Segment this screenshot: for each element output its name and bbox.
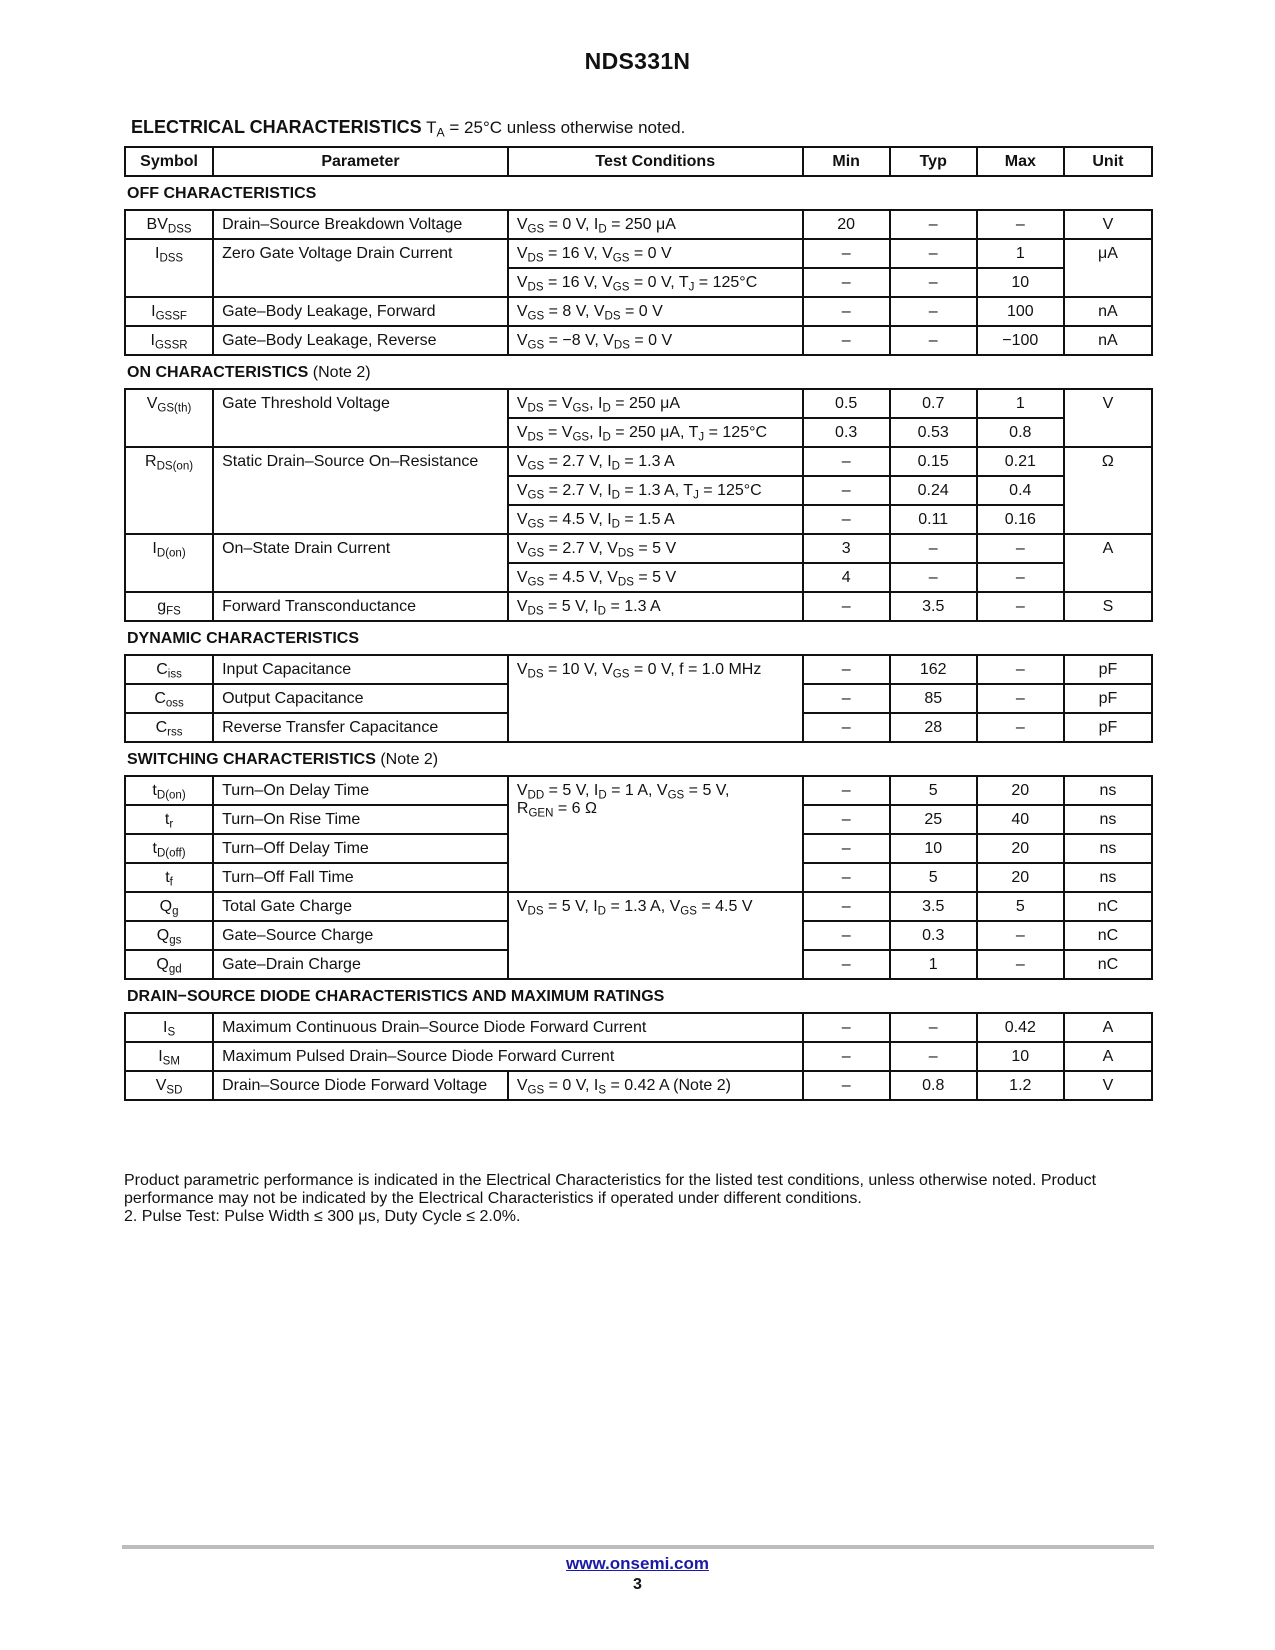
unit-cell: nC: [1064, 892, 1152, 921]
condition-cell: $V_{DS} = V_{GS}$, $I_D = 250$ μA: [508, 389, 803, 418]
max-cell: 0.4: [977, 476, 1064, 505]
col-unit: Unit: [1064, 147, 1152, 176]
symbol-cell: $C_{oss}$: [125, 684, 213, 713]
condition-cell: $V_{DS} = 10$ V, $V_{GS} = 0$ V, f = 1.0 MHz: [508, 655, 803, 742]
max-cell: 0.42: [977, 1013, 1064, 1042]
max-cell: 1: [977, 239, 1064, 268]
max-cell: 100: [977, 297, 1064, 326]
section-on: ON CHARACTERISTICS (Note 2): [127, 364, 371, 381]
unit-cell: ns: [1064, 834, 1152, 863]
col-parameter: Parameter: [213, 147, 508, 176]
col-max: Max: [977, 147, 1064, 176]
max-cell: –: [977, 713, 1064, 742]
min-cell: –: [803, 476, 890, 505]
electrical-characteristics-heading: ELECTRICAL CHARACTERISTICS $T_A = 25^\circ C$ unless otherwise noted.: [131, 117, 686, 140]
unit-cell: ns: [1064, 776, 1152, 805]
min-cell: –: [803, 592, 890, 621]
min-cell: –: [803, 950, 890, 979]
max-cell: 0.16: [977, 505, 1064, 534]
typ-cell: –: [890, 268, 977, 297]
condition-cell: $V_{GS} = 4.5$ V, $V_{DS} = 5$ V: [508, 563, 803, 592]
symbol-cell: $Q_{gd}$: [125, 950, 213, 979]
min-cell: 0.3: [803, 418, 890, 447]
parameter-cell: Maximum Continuous Drain–Source Diode Forward Current: [213, 1013, 803, 1042]
typ-cell: 10: [890, 834, 977, 863]
min-cell: –: [803, 268, 890, 297]
page-number: 3: [633, 1576, 642, 1593]
table-row: [125, 776, 1152, 805]
typ-cell: 0.24: [890, 476, 977, 505]
table-row: [125, 592, 1152, 621]
parameter-cell: Forward Transconductance: [213, 592, 508, 621]
min-cell: –: [803, 1071, 890, 1100]
table-header-row: [125, 147, 1152, 176]
typ-cell: 0.7: [890, 389, 977, 418]
symbol-cell: $C_{rss}$: [125, 713, 213, 742]
typ-cell: 0.8: [890, 1071, 977, 1100]
max-cell: –: [977, 684, 1064, 713]
min-cell: 20: [803, 210, 890, 239]
section-dynamic: DYNAMIC CHARACTERISTICS: [127, 630, 359, 647]
typ-cell: 28: [890, 713, 977, 742]
typ-cell: 5: [890, 776, 977, 805]
unit-cell: V: [1064, 210, 1152, 239]
min-cell: –: [803, 447, 890, 476]
typ-cell: –: [890, 326, 977, 355]
unit-cell: pF: [1064, 684, 1152, 713]
table-row: [125, 297, 1152, 326]
unit-cell: pF: [1064, 713, 1152, 742]
parameter-cell: Output Capacitance: [213, 684, 508, 713]
condition-cell: $V_{DS} = 5$ V, $I_D = 1.3$ A, $V_{GS} = 4.5$ V: [508, 892, 803, 979]
typ-cell: 0.11: [890, 505, 977, 534]
parameter-cell: On–State Drain Current: [213, 534, 508, 592]
footnotes: [124, 1172, 1156, 1226]
condition-cell: $V_{DS} = V_{GS}$, $I_D = 250$ μA, $T_J = 125^\circ C$: [508, 418, 803, 447]
unit-cell: A: [1064, 534, 1152, 592]
max-cell: 20: [977, 776, 1064, 805]
typ-cell: 0.53: [890, 418, 977, 447]
typ-cell: –: [890, 534, 977, 563]
condition-cell: $V_{DS} = 16$ V, $V_{GS} = 0$ V, $T_J = 125^\circ C$: [508, 268, 803, 297]
min-cell: –: [803, 713, 890, 742]
unit-cell: Ω: [1064, 447, 1152, 534]
parameter-cell: Turn–Off Fall Time: [213, 863, 508, 892]
parameter-cell: Gate–Source Charge: [213, 921, 508, 950]
min-cell: –: [803, 892, 890, 921]
condition-cell: $V_{GS} = 2.7$ V, $V_{DS} = 5$ V: [508, 534, 803, 563]
max-cell: 20: [977, 834, 1064, 863]
condition-cell: $V_{GS} = 0$ V, $I_D = 250$ μA: [508, 210, 803, 239]
symbol-cell: $g_{FS}$: [125, 592, 213, 621]
condition-cell: $V_{GS} = -8$ V, $V_{DS} = 0$ V: [508, 326, 803, 355]
parameter-cell: Total Gate Charge: [213, 892, 508, 921]
condition-cell: $V_{GS} = 2.7$ V, $I_D = 1.3$ A: [508, 447, 803, 476]
parameter-cell: Gate–Drain Charge: [213, 950, 508, 979]
parameter-cell: Turn–Off Delay Time: [213, 834, 508, 863]
table-row: [125, 389, 1152, 418]
col-min: Min: [803, 147, 890, 176]
table-row: [125, 326, 1152, 355]
min-cell: –: [803, 1013, 890, 1042]
symbol-cell: $t_f$: [125, 863, 213, 892]
max-cell: –: [977, 950, 1064, 979]
parameter-cell: Gate Threshold Voltage: [213, 389, 508, 447]
symbol-cell: $I_{D(on)}$: [125, 534, 213, 592]
parameter-cell: Zero Gate Voltage Drain Current: [213, 239, 508, 297]
max-cell: 5: [977, 892, 1064, 921]
note-2: 2. Pulse Test: Pulse Width ≤ 300 μs, Duty Cycle ≤ 2.0%.: [124, 1208, 521, 1225]
symbol-cell: $I_{GSSF}$: [125, 297, 213, 326]
symbol-cell: $t_{D(off)}$: [125, 834, 213, 863]
unit-cell: S: [1064, 592, 1152, 621]
max-cell: 40: [977, 805, 1064, 834]
col-symbol: Symbol: [125, 147, 213, 176]
symbol-cell: $V_{SD}$: [125, 1071, 213, 1100]
table-row: [125, 447, 1152, 476]
min-cell: –: [803, 239, 890, 268]
parameter-cell: Static Drain–Source On–Resistance: [213, 447, 508, 534]
typ-cell: 85: [890, 684, 977, 713]
min-cell: –: [803, 863, 890, 892]
min-cell: –: [803, 805, 890, 834]
parameter-cell: Turn–On Rise Time: [213, 805, 508, 834]
max-cell: 10: [977, 268, 1064, 297]
table-row: [125, 534, 1152, 563]
unit-cell: nC: [1064, 950, 1152, 979]
symbol-cell: $I_{DSS}$: [125, 239, 213, 297]
section-diode: DRAIN−SOURCE DIODE CHARACTERISTICS AND MAXIMUM RATINGS: [127, 988, 665, 1005]
symbol-cell: $BV_{DSS}$: [125, 210, 213, 239]
max-cell: 10: [977, 1042, 1064, 1071]
min-cell: –: [803, 921, 890, 950]
unit-cell: A: [1064, 1042, 1152, 1071]
typ-cell: –: [890, 1013, 977, 1042]
symbol-cell: $t_{D(on)}$: [125, 776, 213, 805]
unit-cell: nA: [1064, 297, 1152, 326]
section-off: OFF CHARACTERISTICS: [127, 185, 317, 202]
typ-cell: –: [890, 210, 977, 239]
typ-cell: 5: [890, 863, 977, 892]
col-typ: Typ: [890, 147, 977, 176]
max-cell: −100: [977, 326, 1064, 355]
min-cell: –: [803, 297, 890, 326]
condition-cell: $V_{DS} = 16$ V, $V_{GS} = 0$ V: [508, 239, 803, 268]
typ-cell: 162: [890, 655, 977, 684]
unit-cell: V: [1064, 389, 1152, 447]
typ-cell: 1: [890, 950, 977, 979]
max-cell: 20: [977, 863, 1064, 892]
symbol-cell: $t_r$: [125, 805, 213, 834]
typ-cell: 0.15: [890, 447, 977, 476]
min-cell: –: [803, 834, 890, 863]
condition-cell: $V_{DD} = 5$ V, $I_D = 1$ A, $V_{GS} = 5$ V, $R_{GEN} = 6$ Ω: [508, 776, 803, 892]
typ-cell: –: [890, 1042, 977, 1071]
unit-cell: ns: [1064, 863, 1152, 892]
table-row: [125, 239, 1152, 268]
max-cell: 1.2: [977, 1071, 1064, 1100]
min-cell: –: [803, 655, 890, 684]
max-cell: –: [977, 921, 1064, 950]
symbol-cell: $I_S$: [125, 1013, 213, 1042]
table-row: [125, 1042, 1152, 1071]
footer-divider: [122, 1545, 1154, 1549]
unit-cell: μA: [1064, 239, 1152, 297]
table-row: [125, 655, 1152, 684]
typ-cell: 25: [890, 805, 977, 834]
condition-cell: $V_{GS} = 8$ V, $V_{DS} = 0$ V: [508, 297, 803, 326]
website-link[interactable]: www.onsemi.com: [566, 1554, 709, 1573]
typ-cell: 3.5: [890, 892, 977, 921]
electrical-characteristics-table: [124, 146, 1153, 1101]
table-row: [125, 210, 1152, 239]
symbol-cell: $I_{GSSR}$: [125, 326, 213, 355]
typ-cell: –: [890, 297, 977, 326]
unit-cell: V: [1064, 1071, 1152, 1100]
unit-cell: nC: [1064, 921, 1152, 950]
max-cell: –: [977, 563, 1064, 592]
min-cell: –: [803, 326, 890, 355]
col-test-conditions: Test Conditions: [508, 147, 803, 176]
condition-cell: $V_{GS} = 4.5$ V, $I_D = 1.5$ A: [508, 505, 803, 534]
unit-cell: nA: [1064, 326, 1152, 355]
max-cell: 1: [977, 389, 1064, 418]
symbol-cell: $Q_{gs}$: [125, 921, 213, 950]
parameter-cell: Input Capacitance: [213, 655, 508, 684]
typ-cell: 0.3: [890, 921, 977, 950]
symbol-cell: $R_{DS(on)}$: [125, 447, 213, 534]
symbol-cell: $I_{SM}$: [125, 1042, 213, 1071]
max-cell: 0.21: [977, 447, 1064, 476]
table-row: [125, 1013, 1152, 1042]
symbol-cell: $V_{GS(th)}$: [125, 389, 213, 447]
page-title: NDS331N: [584, 48, 691, 74]
disclaimer-text: Product parametric performance is indicated in the Electrical Characteristics for the listed test conditions, unless otherwise noted. Product performance may not be indicated by the Electrical Characteristics if operated under different conditions.: [124, 1172, 1097, 1207]
symbol-cell: $C_{iss}$: [125, 655, 213, 684]
typ-cell: –: [890, 563, 977, 592]
parameter-cell: Gate–Body Leakage, Forward: [213, 297, 508, 326]
unit-cell: A: [1064, 1013, 1152, 1042]
min-cell: –: [803, 776, 890, 805]
typ-cell: –: [890, 239, 977, 268]
condition-cell: $V_{GS} = 2.7$ V, $I_D = 1.3$ A, $T_J = 125^\circ C$: [508, 476, 803, 505]
table-row: [125, 1071, 1152, 1100]
parameter-cell: Reverse Transfer Capacitance: [213, 713, 508, 742]
max-cell: –: [977, 592, 1064, 621]
max-cell: –: [977, 534, 1064, 563]
symbol-cell: $Q_g$: [125, 892, 213, 921]
min-cell: 3: [803, 534, 890, 563]
typ-cell: 3.5: [890, 592, 977, 621]
min-cell: 0.5: [803, 389, 890, 418]
parameter-cell: Turn–On Delay Time: [213, 776, 508, 805]
parameter-cell: Drain–Source Breakdown Voltage: [213, 210, 508, 239]
parameter-cell: Gate–Body Leakage, Reverse: [213, 326, 508, 355]
condition-cell: $V_{DS} = 5$ V, $I_D = 1.3$ A: [508, 592, 803, 621]
unit-cell: pF: [1064, 655, 1152, 684]
parameter-cell: Drain–Source Diode Forward Voltage: [213, 1071, 508, 1100]
min-cell: –: [803, 505, 890, 534]
unit-cell: ns: [1064, 805, 1152, 834]
parameter-cell: Maximum Pulsed Drain–Source Diode Forward Current: [213, 1042, 803, 1071]
section-switching: SWITCHING CHARACTERISTICS (Note 2): [127, 751, 439, 768]
max-cell: –: [977, 210, 1064, 239]
min-cell: 4: [803, 563, 890, 592]
table-row: [125, 892, 1152, 921]
condition-cell: $V_{GS} = 0$ V, $I_S = 0.42$ A (Note 2): [508, 1071, 803, 1100]
max-cell: –: [977, 655, 1064, 684]
min-cell: –: [803, 1042, 890, 1071]
max-cell: 0.8: [977, 418, 1064, 447]
min-cell: –: [803, 684, 890, 713]
